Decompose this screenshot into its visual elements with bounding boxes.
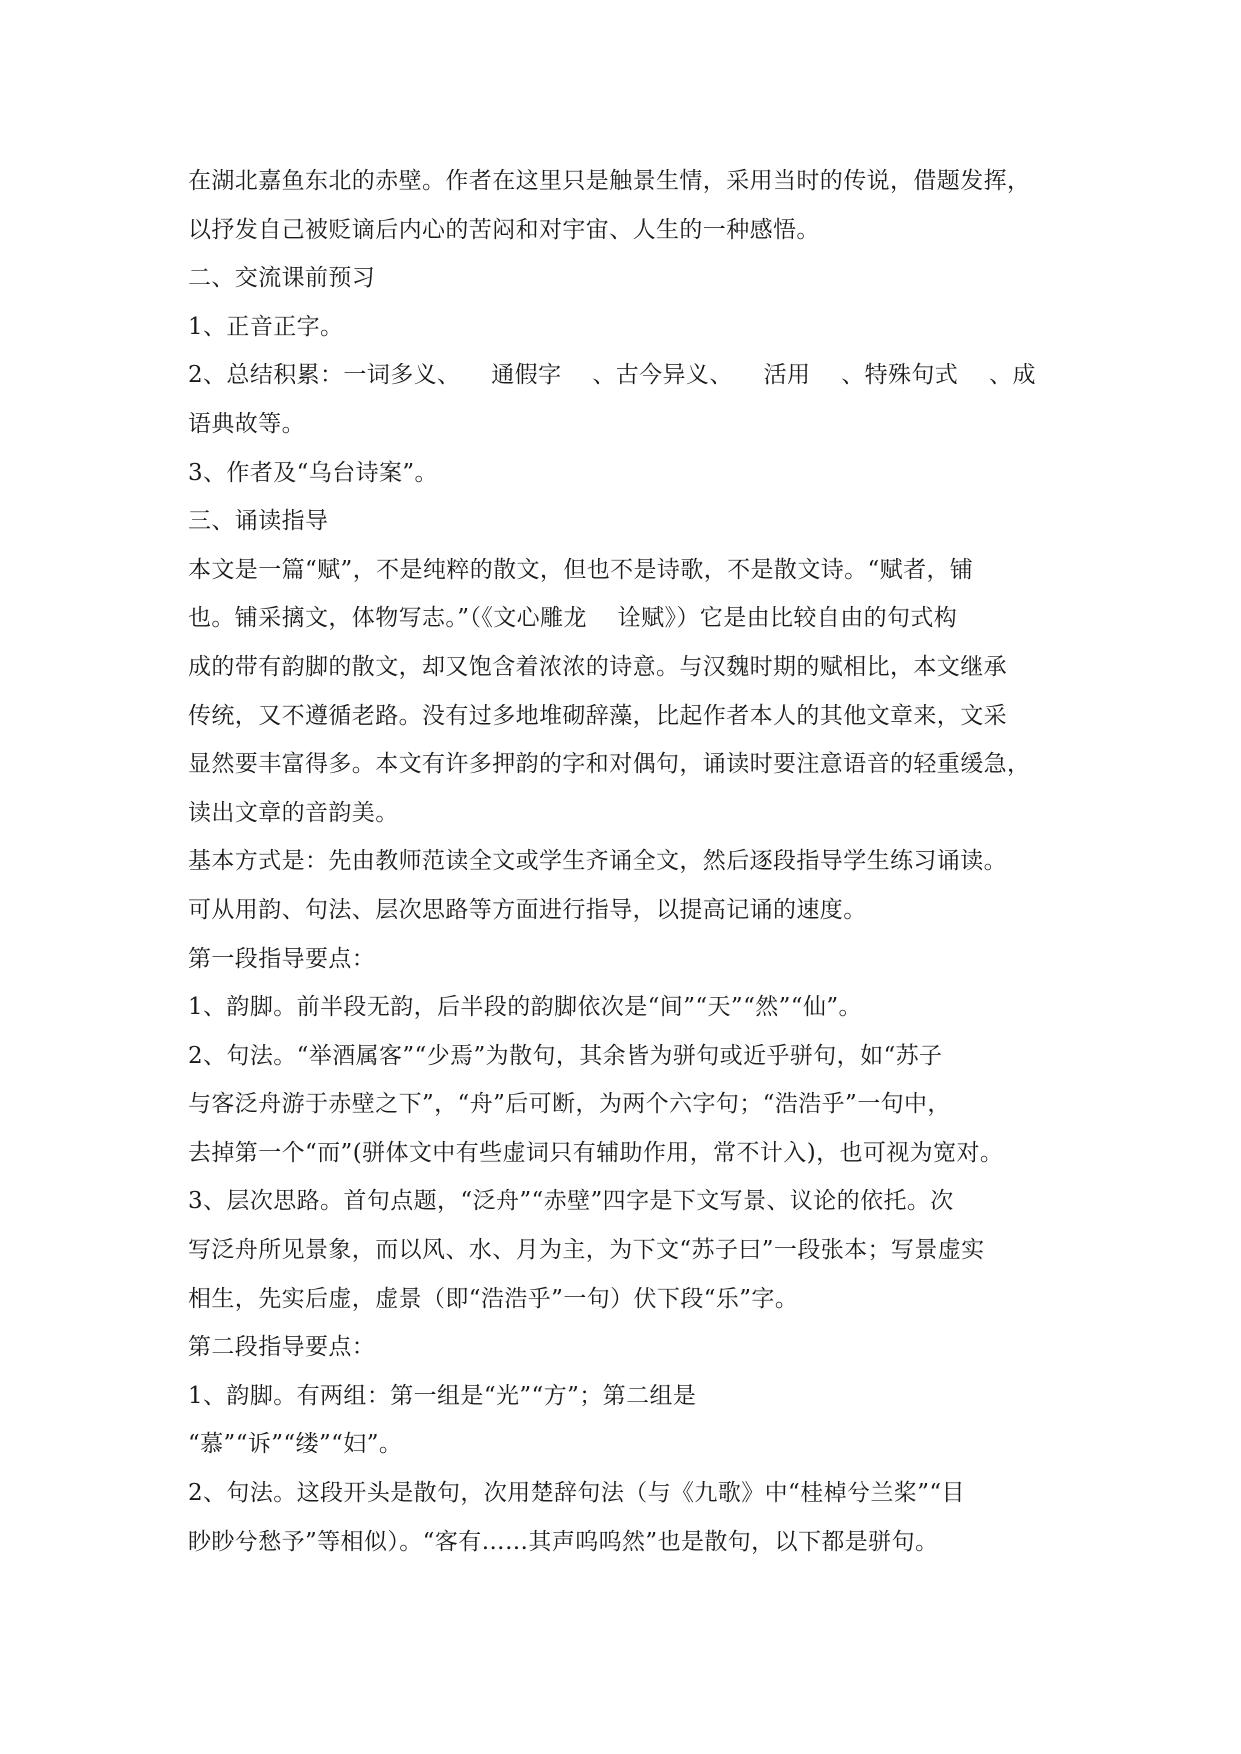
- text-line: 传统，又不遵循老路。没有过多地堆砌辞藻，比起作者本人的其他文章来，文采: [188, 702, 1007, 729]
- list-item: 2、总结积累：一词多义、 通假字 、古今异义、 活用 、特殊句式 、成: [188, 362, 1036, 389]
- text-line: 眇眇兮愁予”等相似）。“客有……其声呜呜然”也是散句，以下都是骈句。: [188, 1528, 939, 1555]
- list-item: 2、句法。“举酒属客”“少焉”为散句，其余皆为骈句或近乎骈句，如“苏子: [188, 1042, 943, 1069]
- subsection-heading: 第二段指导要点：: [188, 1334, 376, 1361]
- text-line: 与客泛舟游于赤壁之下”，“舟”后可断，为两个六字句；“浩浩乎”一句中，: [188, 1091, 951, 1118]
- list-item: 1、正音正字。: [188, 313, 344, 340]
- list-item: 3、层次思路。首句点题，“泛舟”“赤壁”四字是下文写景、议论的依托。次: [188, 1188, 954, 1215]
- text-line: 以抒发自己被贬谪后内心的苦闷和对宇宙、人生的一种感悟。: [188, 216, 820, 243]
- list-item: 1、韵脚。前半段无韵，后半段的韵脚依次是“间”“天”“然”“仙”。: [188, 994, 862, 1021]
- section-heading: 二、交流课前预习: [188, 265, 376, 292]
- document-body: [188, 157, 1088, 1566]
- text-line: 去掉第一个“而”(骈体文中有些虚词只有辅助作用，常不计入)，也可视为宽对。: [188, 1139, 1004, 1166]
- text-line: 读出文章的音韵美。: [188, 799, 399, 826]
- text-line: 基本方式是：先由教师范读全文或学生齐诵全文，然后逐段指导学生练习诵读。: [188, 848, 1007, 875]
- text-line: 成的带有韵脚的散文，却又饱含着浓浓的诗意。与汉魏时期的赋相比，本文继承: [188, 653, 1007, 680]
- list-item: 1、韵脚。有两组：第一组是“光”“方”；第二组是: [188, 1382, 697, 1409]
- text-line: “慕”“诉”“缕”“妇”。: [188, 1431, 403, 1458]
- text-line: 显然要丰富得多。本文有许多押韵的字和对偶句，诵读时要注意语音的轻重缓急，: [188, 751, 1031, 778]
- text-line: 相生，先实后虚，虚景（即“浩浩乎”一句）伏下段“乐”字。: [188, 1285, 799, 1312]
- text-line: 也。铺采摛文，体物写志。”（《文心雕龙 诠赋》）它是由比较自由的句式构: [188, 605, 958, 632]
- list-item: 3、作者及“乌台诗案”。: [188, 459, 438, 486]
- text-line: 本文是一篇“赋”，不是纯粹的散文，但也不是诗歌，不是散文诗。“赋者，铺: [188, 556, 974, 583]
- text-line: 写泛舟所见景象，而以风、水、月为主，为下文“苏子曰”一段张本；写景虚实: [188, 1237, 985, 1264]
- list-item: 2、句法。这段开头是散句，次用楚辞句法（与《九歌》中“桂棹兮兰桨”“目: [188, 1480, 965, 1507]
- section-heading: 三、诵读指导: [188, 508, 329, 535]
- subsection-heading: 第一段指导要点：: [188, 945, 376, 972]
- text-line: 可从用韵、句法、层次思路等方面进行指导，以提高记诵的速度。: [188, 896, 867, 923]
- text-line: 在湖北嘉鱼东北的赤壁。作者在这里只是触景生情，采用当时的传说，借题发挥，: [188, 168, 1031, 194]
- text-line: 语典故等。: [188, 410, 305, 437]
